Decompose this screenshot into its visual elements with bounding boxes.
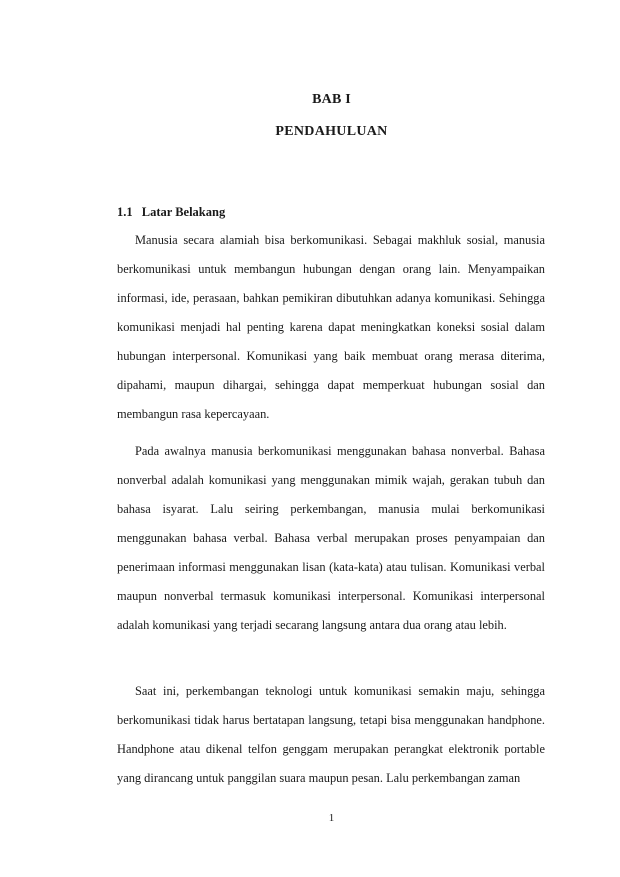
section-title: Latar Belakang: [141, 205, 226, 219]
section-number: 1.1: [117, 205, 133, 219]
section-heading: [117, 205, 225, 220]
paragraph-3-block: [117, 677, 545, 793]
page-number: 1: [328, 812, 335, 824]
paragraph: Manusia secara alamiah bisa berkomunikasi. Sebagai makhluk sosial, manusia berkomunikasi untuk membangun hubungan dengan orang lain. Menyampaikan informasi, ide, perasaan, bahkan pemikiran dibutuhkan adanya komunikasi. Sehingga komunikasi menjadi hal penting karena dapat meningkatkan koneksi sosial dalam hubungan interpersonal. Komunikasi yang baik membuat orang merasa diterima, dipahami, maupun dihargai, sehingga dapat memperkuat hubungan sosial dan membangun rasa kepercayaan.: [117, 233, 545, 421]
paragraph: Pada awalnya manusia berkomunikasi menggunakan bahasa nonverbal. Bahasa nonverbal adalah komunikasi yang menggunakan mimik wajah, gerakan tubuh dan bahasa isyarat. Lalu seiring perkembangan, manusia mulai berkomunikasi menggunakan bahasa verbal. Bahasa verbal merupakan proses penyampaian dan penerimaan informasi menggunakan lisan (kata-kata) atau tulisan. Komunikasi verbal maupun nonverbal termasuk komunikasi interpersonal. Komunikasi interpersonal adalah komunikasi yang terjadi secarang langsung antara dua orang atau lebih.: [117, 444, 545, 632]
paragraph: Saat ini, perkembangan teknologi untuk komunikasi semakin maju, sehingga berkomunikasi tidak harus bertatapan langsung, tetapi bisa menggunakan handphone. Handphone atau dikenal telfon genggam merupakan perangkat elektronik portable yang dirancang untuk panggilan suara maupun pesan. Lalu perkembangan zaman: [117, 684, 545, 785]
chapter-title: PENDAHULUAN: [275, 124, 388, 139]
chapter-number: BAB I: [312, 92, 351, 107]
paragraph-1-block: [117, 226, 545, 429]
paragraph-2-block: [117, 437, 545, 640]
